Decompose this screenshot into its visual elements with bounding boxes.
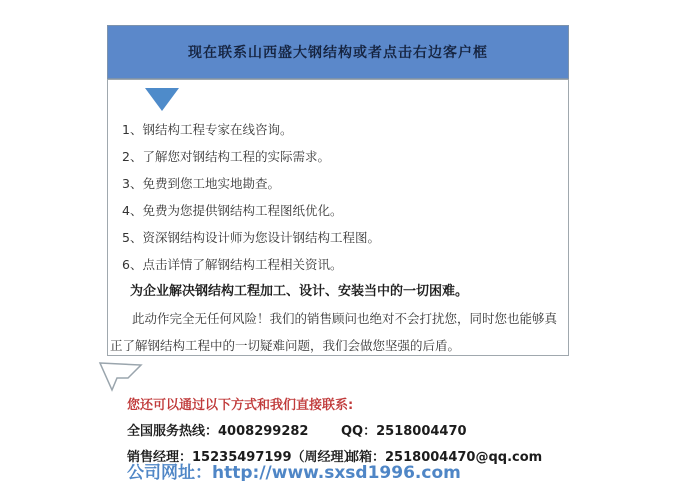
emphasis-text: 为企业解决钢结构工程加工、设计、安装当中的一切困难。 [130,284,469,299]
website-label: 公司网址： [127,463,212,481]
step-item: 4、免费为您提供钢结构工程图纸优化。 [122,203,343,218]
manager-label: 销售经理： [127,450,193,465]
email-label: 邮箱： [346,450,386,465]
qq-number: 2518004470 [376,424,467,439]
step-item: 6、点击详情了解钢结构工程相关资讯。 [122,257,343,272]
website-link[interactable]: http://www.sxsd1996.com [212,463,461,481]
hotline-number: 4008299282 [218,424,309,439]
header-title: 现在联系山西盛大钢结构或者点击右边客户框 [188,45,488,61]
down-triangle-icon [145,88,179,111]
contact-heading: 您还可以通过以下方式和我们直接联系: [127,398,354,413]
steps-list [108,116,568,356]
steps-box [107,79,569,356]
hotline-label: 全国服务热线： [127,424,219,439]
step-item: 2、了解您对钢结构工程的实际需求。 [122,149,330,164]
website-line [127,458,461,481]
step-item: 1、钢结构工程专家在线咨询。 [122,122,293,137]
qq-label: QQ： [341,424,377,439]
hotline-line [127,420,308,439]
manager-number: 15235497199（周经理） [192,450,357,465]
email-value: 2518004470@qq.com [385,450,543,465]
step-item: 3、免费到您工地实地勘查。 [122,176,280,191]
qq-line [341,420,467,439]
paragraph-line: 此动作完全无任何风险！我们的销售顾问也绝对不会打扰您，同时您也能够真 [132,311,558,326]
step-item: 5、资深钢结构设计师为您设计钢结构工程图。 [122,230,380,245]
header-banner [107,25,569,79]
corner-fold-icon [98,359,146,393]
paragraph-line: 正了解钢结构工程中的一切疑难问题，我们会做您坚强的后盾。 [110,338,461,353]
